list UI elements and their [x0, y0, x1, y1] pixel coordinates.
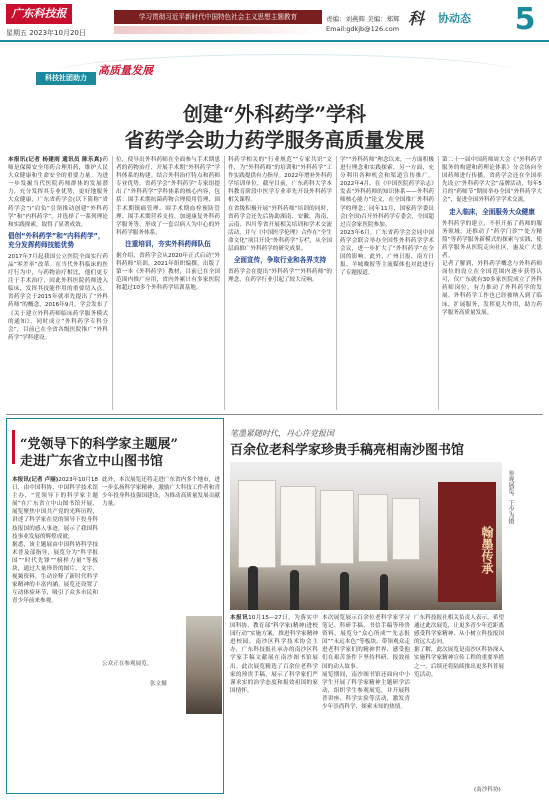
column-tag: 科技社团助力: [36, 72, 96, 85]
top-rule: [0, 40, 549, 42]
exhibit-panel: [238, 480, 276, 568]
article1-headline-line1: 创建“外科药学”学科: [182, 102, 366, 126]
article3-col2: [322, 614, 410, 794]
article1-headline-line2: 省药学会助力药学服务高质量发展: [124, 128, 425, 152]
article3-script: 笔墨紧随时代，丹心许党报国: [230, 429, 334, 438]
article1-sub2: 注重培训，夯实外科药师队伍: [125, 239, 211, 248]
article2-text3: 此外，本次展览还将走进广东省内多个地市，进一步弘扬科学家精神，激励广大科技工作者和青少年投身科技强国建设，为推动高质量发展贡献力量。: [102, 477, 220, 508]
article2-headline-line1: “党领导下的科学家主题展”: [20, 437, 178, 452]
article1-col3-text3: 省药学会在提出“外科药学”“外科药师”的理念，在药学行业引起了较大反响。: [228, 269, 332, 284]
article2-accent-bar: [12, 430, 15, 464]
visitor-figure: [290, 570, 299, 610]
article3-footer: (南沙科协): [474, 787, 501, 793]
visitor-figure: [340, 572, 349, 610]
article1-col4: [340, 156, 434, 410]
editors-line: 责编：刘燕辉 美编：郑辉: [326, 15, 400, 23]
section-divider: [6, 414, 543, 415]
article3-col1: [230, 614, 318, 794]
masthead: [0, 0, 549, 44]
article2-byline: 本报讯(记者 卢丽): [12, 477, 59, 483]
article1-sub4: 走入临床，全面服务大众健康: [449, 207, 535, 216]
col-divider: [336, 156, 337, 410]
article1-byline: 本报讯(记者 杨建雨 通讯员 陈乐真): [8, 157, 103, 163]
article3-text3: 展览期间，南沙图书馆还面向中小学生开展了科学家精神主题研学活动，组织学生参观展览，并开展科普讲座、科学实验等活动，激发青少年崇尚科学、探索未知的热情。: [322, 671, 410, 711]
article1-col2-text: 位，使导出外科药师在全面参与手术期患者的药物治疗、开展手术期“外科药学”学科体系的构建。结合外科治疗特点和药师专业优势，省药学会“外科药学”专家组提出了“外科药学”学科体系的核心内容，包括：围手术期抗菌药物合理使用管理、围手术期镇痛管理、围手术期血栓预防管理、围手术期营养支持、加速康复外科药学服务等，形成了一套以病人为中心的外科药学服务体系。: [116, 157, 220, 236]
col-divider: [112, 156, 113, 410]
section-name: 协动态: [438, 12, 471, 25]
article3-headline: 百余位老科学家珍贵手稿亮相南沙图书馆: [230, 443, 465, 458]
column-script: 高质量发展: [98, 64, 153, 77]
article3-text4: 广东科技报社相关负责人表示，希望通过此次展览，让更多青少年近距离感受科学家精神，从小树立科技报国的远大志向。: [414, 615, 504, 646]
exhibit-panel: [320, 490, 354, 564]
article2-photo: [186, 616, 222, 714]
slogan-underline: [114, 26, 322, 34]
article1-sub3: 全面宣传，争取行业和各界支持: [233, 256, 327, 265]
article2-photo-credit: 张文摄: [150, 681, 167, 687]
article3-text2: 本次展览展示百余位老科学家学习笔记、科研手稿、书信手稿等珍贵资料。展览分“众心所成”“先志报国”“永远本色”等板块，带领观众走进老科学家们的精神世界，感受他们在艰苦条件下坚持科研、报效祖国的动人故事。: [322, 615, 410, 670]
visitor-figure: [380, 574, 388, 610]
article1-col4-text: 学”“外科药师”理念以来，一方面积极进行理念和实践探索，另一方面，充分利用各种机会和渠道宣传推广。2022年4月，在《中国医院药学杂志》发表“外科药师的知识体系——外科药师核心能力”论文，在全国推广外科药学的理念；同年11月，国家药学委员会(全国)召开外科药学专委会，全国超过百余家医院参加。: [340, 157, 434, 228]
issue-date: 星期五 2023年10月20日: [6, 29, 86, 37]
article1-col2-text2: 据介绍，省药学会从2020年正式启动“外科药师”培训，2021年组织编撰，出版了第一本《外科药学》教材，目前已在全国范围内推广应用，省内外累计有多家医院和超过10多个外科药学培训基地。: [116, 252, 220, 292]
exhibit-panel: [280, 486, 316, 566]
exhibit-panel: [392, 498, 420, 560]
editors-credit: [326, 14, 400, 34]
article2-headline-line2: 走进广东省立中山图书馆: [20, 454, 164, 469]
article1-intro: 药师是保障安全用药合理用药，维护人民大众健康和生命安全的重要力量。为进一步发掘当代医院药师群体的发展潜力，充分发挥其专业优势，更好地服务大众健康，广东省药学会(以下简称“省药学会”)“肩负”引领推动创建“外科药学”和“内科药学”，并选择了一系列理论和实践探索，取得了显著成效。: [8, 157, 108, 228]
article3-photo-caption: 参观展览。王少为摄: [507, 470, 514, 524]
article1-col5: [442, 156, 542, 410]
article1-col5-text3: 记者了解到，外科药学概念与外科药师岗位的设立在全国范围内逐步获得认可，仅广东就有30多家医院成立了外科药师岗位，有力推动了外科药学的发展。外科药学工作也已经被纳入到了临床、扩展服务，发挥更大作用，助力药学服务高质量发展。: [442, 261, 542, 316]
exhibit-panel: [358, 494, 388, 562]
article3-byline: 本报讯: [230, 615, 249, 621]
article2-col1: [12, 476, 98, 790]
exhibit-title-board: 翰墨传承: [438, 482, 496, 602]
paper-logo: 广东科技报: [6, 4, 72, 24]
article2-col2: [102, 476, 220, 612]
article3-text: 10月15—27日，为落实中国科协、教育部“科学家(精神)进校园行动”实施方案，推进科学家精神进校园，南沙区科学技术协会主办，广东科技报社承办的南沙区科学家手稿文献展在南沙图书馆展出。此次展览精选了百余位老科学家的珍贵手稿，展示了科学家们严谨求实的治学态度和报效祖国的家国情怀。: [230, 615, 318, 694]
article1-col5-text2: 外科药学的建立，不但开拓了药师的服务领域，还推动了“药学门诊”“处方精简”等药学服务新模式的探索与实践，使药学服务从医院走向社区，惠及广大患者。: [442, 220, 542, 259]
article1-col3: [228, 156, 332, 410]
article3-text5: 据了解，此次展览是南沙区科协深入实施科学家精神宣传工程的重要举措之一，后续还将陆续推出更多科普展览活动。: [414, 647, 504, 678]
article3-photo: [230, 462, 502, 610]
col-divider: [224, 156, 225, 410]
article2-photo-caption: 公众正在参观展览。: [102, 661, 153, 667]
article1-col5-text: 第二十一届中国药师周大会《“外科药学服务的构建和药理论体系》分会场向全国药师进行传播。省药学会还在全国率先设立“外科药学大会”品牌活动，每年5月的“药师节”期间举办全国“外科药学大会”，促进全国外科药学学术交流。: [442, 157, 542, 204]
article1-col3-text2: 在省级积极开展“外科药师”培训的同时，省药学会还先后协助湖南、安徽、海南、云南、四川等省开展相关培训和学术交流活动，并与《中国医学伦理》合作在“全生命文化”项目开设“外科药学”专栏，从全国层面推广外科药学的研究成果。: [228, 205, 332, 253]
article1-sub1: 倡创“外科药学”和“内科药学”，充分发挥药师技能优势: [8, 231, 105, 249]
section-script: 科: [408, 9, 425, 28]
article3-col3: [414, 614, 504, 786]
article2-headline: [20, 436, 230, 470]
article1-col3-text: 科药学相关的“行业规范”“专家共识”文件，为“外科药师”的培训和“外科药学”工作实践提供有力指导。2022年增补外科药学培训单位，截至目前，广东药科大学本科教育阶段中医学专业率先开设外科药学相关课程。: [228, 157, 332, 204]
article2-text2: 据悉，该主题展由中国科协科学技术普及部指导，展览分为“科学报国”“时代先锋”“榜样力量”等板块，通过大量珍贵的图片、文字、视频资料，生动诠释了新时代科学家精神的丰富内涵。展览还设置了互动体验环节，吸引了众多市民和青少年前来参观。: [12, 541, 98, 605]
article1-col2: [116, 156, 220, 410]
article2-text: 2023年10月18日，由中国科协、中国科学技术馆主办，“党领导下的科学家主题展”在广东省立中山图书馆开展，展览聚焦中国共产党的光辉历程，讲述了科学家在党的领导下投身科技报国的感人事迹，展示了我国科技事业发展的辉煌成就。: [12, 477, 98, 540]
article1-col4-text2: 2023年6月，广东省药学会会同中国药学会联合举办全国性外科药学学术会议，进一步扩大了“外科药学”在全国的影响。此外，广州日报、南方日报、羊城晚报等主流媒体也对此进行了专题报道。: [340, 229, 434, 277]
email-line: Email:gdkjb@126.com: [326, 25, 400, 33]
slogan-bar: 学习贯彻习近平新时代中国特色社会主义思想主题教育: [114, 10, 322, 24]
article1-col1-text: 2017年7月起我国公立医院全面实行药品“零差率”改革。在当代外科临床的医疗行为中，与药物治疗相比，他们更专注于手术治疗，因此外科医院药师进入临床，发挥其技能作用的重要切入点。省药学会于2015年就率先提出了“外科药师”的概念，2016年9月，学会发布了《关于建立外科药师临床药学服务模式的通知》，同时成立“外科药学专科分会”，目前已在全省各级医院推广“外科药学”学科建设。: [8, 253, 108, 341]
visitor-figure: [248, 566, 258, 610]
page-number: 5: [514, 2, 536, 37]
article1-col1: [8, 156, 108, 410]
col-divider: [438, 156, 439, 410]
